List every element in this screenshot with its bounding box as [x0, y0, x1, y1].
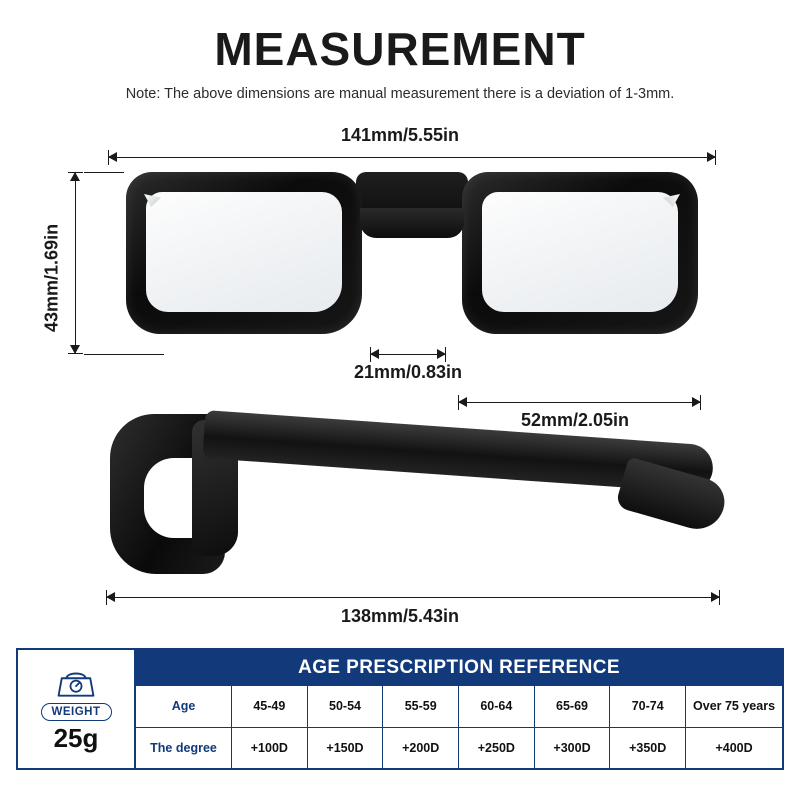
bridge-width-label: 21mm/0.83in [353, 362, 463, 382]
lens-right [462, 172, 698, 334]
row-label-degree: The degree [136, 728, 232, 769]
cell-degree-3: +200D [383, 728, 459, 769]
lens-height-label: 43mm/1.69in [41, 223, 62, 333]
total-width-measure-line [108, 148, 716, 166]
bridge-shape [360, 208, 464, 238]
cell-degree-6: +350D [610, 728, 686, 769]
cell-age-5: 65-69 [535, 686, 611, 727]
temple-length-measure-line [106, 588, 720, 606]
table-header: AGE PRESCRIPTION REFERENCE [136, 650, 782, 686]
cell-degree-4: +250D [459, 728, 535, 769]
weight-scale-icon [57, 667, 95, 699]
temple-length-label: 138mm/5.43in [340, 606, 460, 626]
cell-age-2: 50-54 [308, 686, 384, 727]
bridge-width-measure-line [370, 345, 446, 363]
measurement-note: Note: The above dimensions are manual measurement there is a deviation of 1-3mm. [125, 86, 675, 102]
cell-age-4: 60-64 [459, 686, 535, 727]
cell-degree-2: +150D [308, 728, 384, 769]
table-row [136, 727, 782, 769]
cell-age-1: 45-49 [232, 686, 308, 727]
cell-age-7: Over 75 years [693, 699, 776, 714]
cell-degree-5: +300D [535, 728, 611, 769]
cell-age-3: 55-59 [383, 686, 459, 727]
cell-degree-7: +400D [715, 740, 753, 755]
lens-height-measure-line [66, 172, 84, 354]
weight-label: WEIGHT [41, 703, 112, 721]
lens-width-label: 52mm/2.05in [520, 410, 630, 430]
weight-value: 25g [53, 723, 99, 753]
table-row [136, 686, 782, 727]
table-grid [136, 650, 782, 768]
lens-left [126, 172, 362, 334]
row-label-age: Age [136, 686, 232, 727]
age-prescription-table [16, 648, 784, 770]
page-title: MEASUREMENT [214, 23, 586, 75]
glasses-front-view-image [108, 168, 716, 358]
total-width-label: 141mm/5.55in [340, 125, 460, 145]
cell-degree-1: +100D [232, 728, 308, 769]
weight-cell [18, 650, 136, 768]
glasses-side-view-image [100, 392, 725, 597]
cell-age-6: 70-74 [610, 686, 686, 727]
